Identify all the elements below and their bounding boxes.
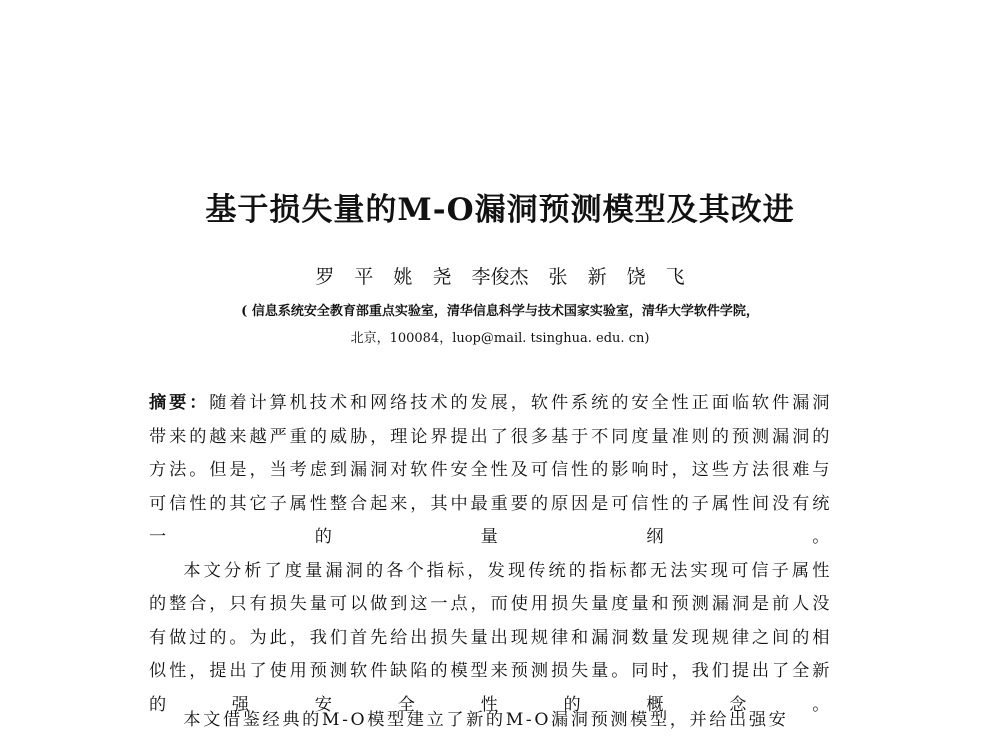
affiliation-line-1: ( 信息系统安全教育部重点实验室，清华信息科学与技术国家实验室，清华大学软件学院， <box>241 304 759 319</box>
paper-title: 基于损失量的M-O漏洞预测模型及其改进 <box>205 192 795 228</box>
abstract-paragraph-2: 本文分析了度量漏洞的各个指标，发现传统的指标都无法实现可信子属性的整合，只有损失量可以做到这一点，而使用损失量度量和预测漏洞是前人没有做过的。为此，我们首先给出损失量出现规律和漏洞数量发现规律之间的相似性，提出了使用预测软件缺陷的模型来预测损失量。同时，我们提出了全新的强安全性的概念。 <box>149 560 832 715</box>
abstract-label: 摘要： <box>149 393 210 413</box>
affiliation-line-2: 北京，100084，luop@mail. tsinghua. edu. cn) <box>350 331 650 346</box>
abstract-paragraph-1 <box>149 387 832 555</box>
abstract-text-1: 随着计算机技术和网络技术的发展，软件系统的安全性正面临软件漏洞带来的越来越严重的威胁，理论界提出了很多基于不同度量准则的预测漏洞的方法。但是，当考虑到漏洞对软件安全性及可信性的影响时，这些方法很难与可信性的其它子属性整合起来，其中最重要的原因是可信性的子属性间没有统一的量纲。 <box>149 393 832 547</box>
paper-authors: 罗 平 姚 尧 李俊杰 张 新 饶 飞 <box>315 266 685 288</box>
abstract <box>149 387 832 722</box>
abstract-paragraph-3: 本文借鉴经典的M-O模型建立了新的M-O漏洞预测模型，并给出强安 <box>183 710 789 730</box>
